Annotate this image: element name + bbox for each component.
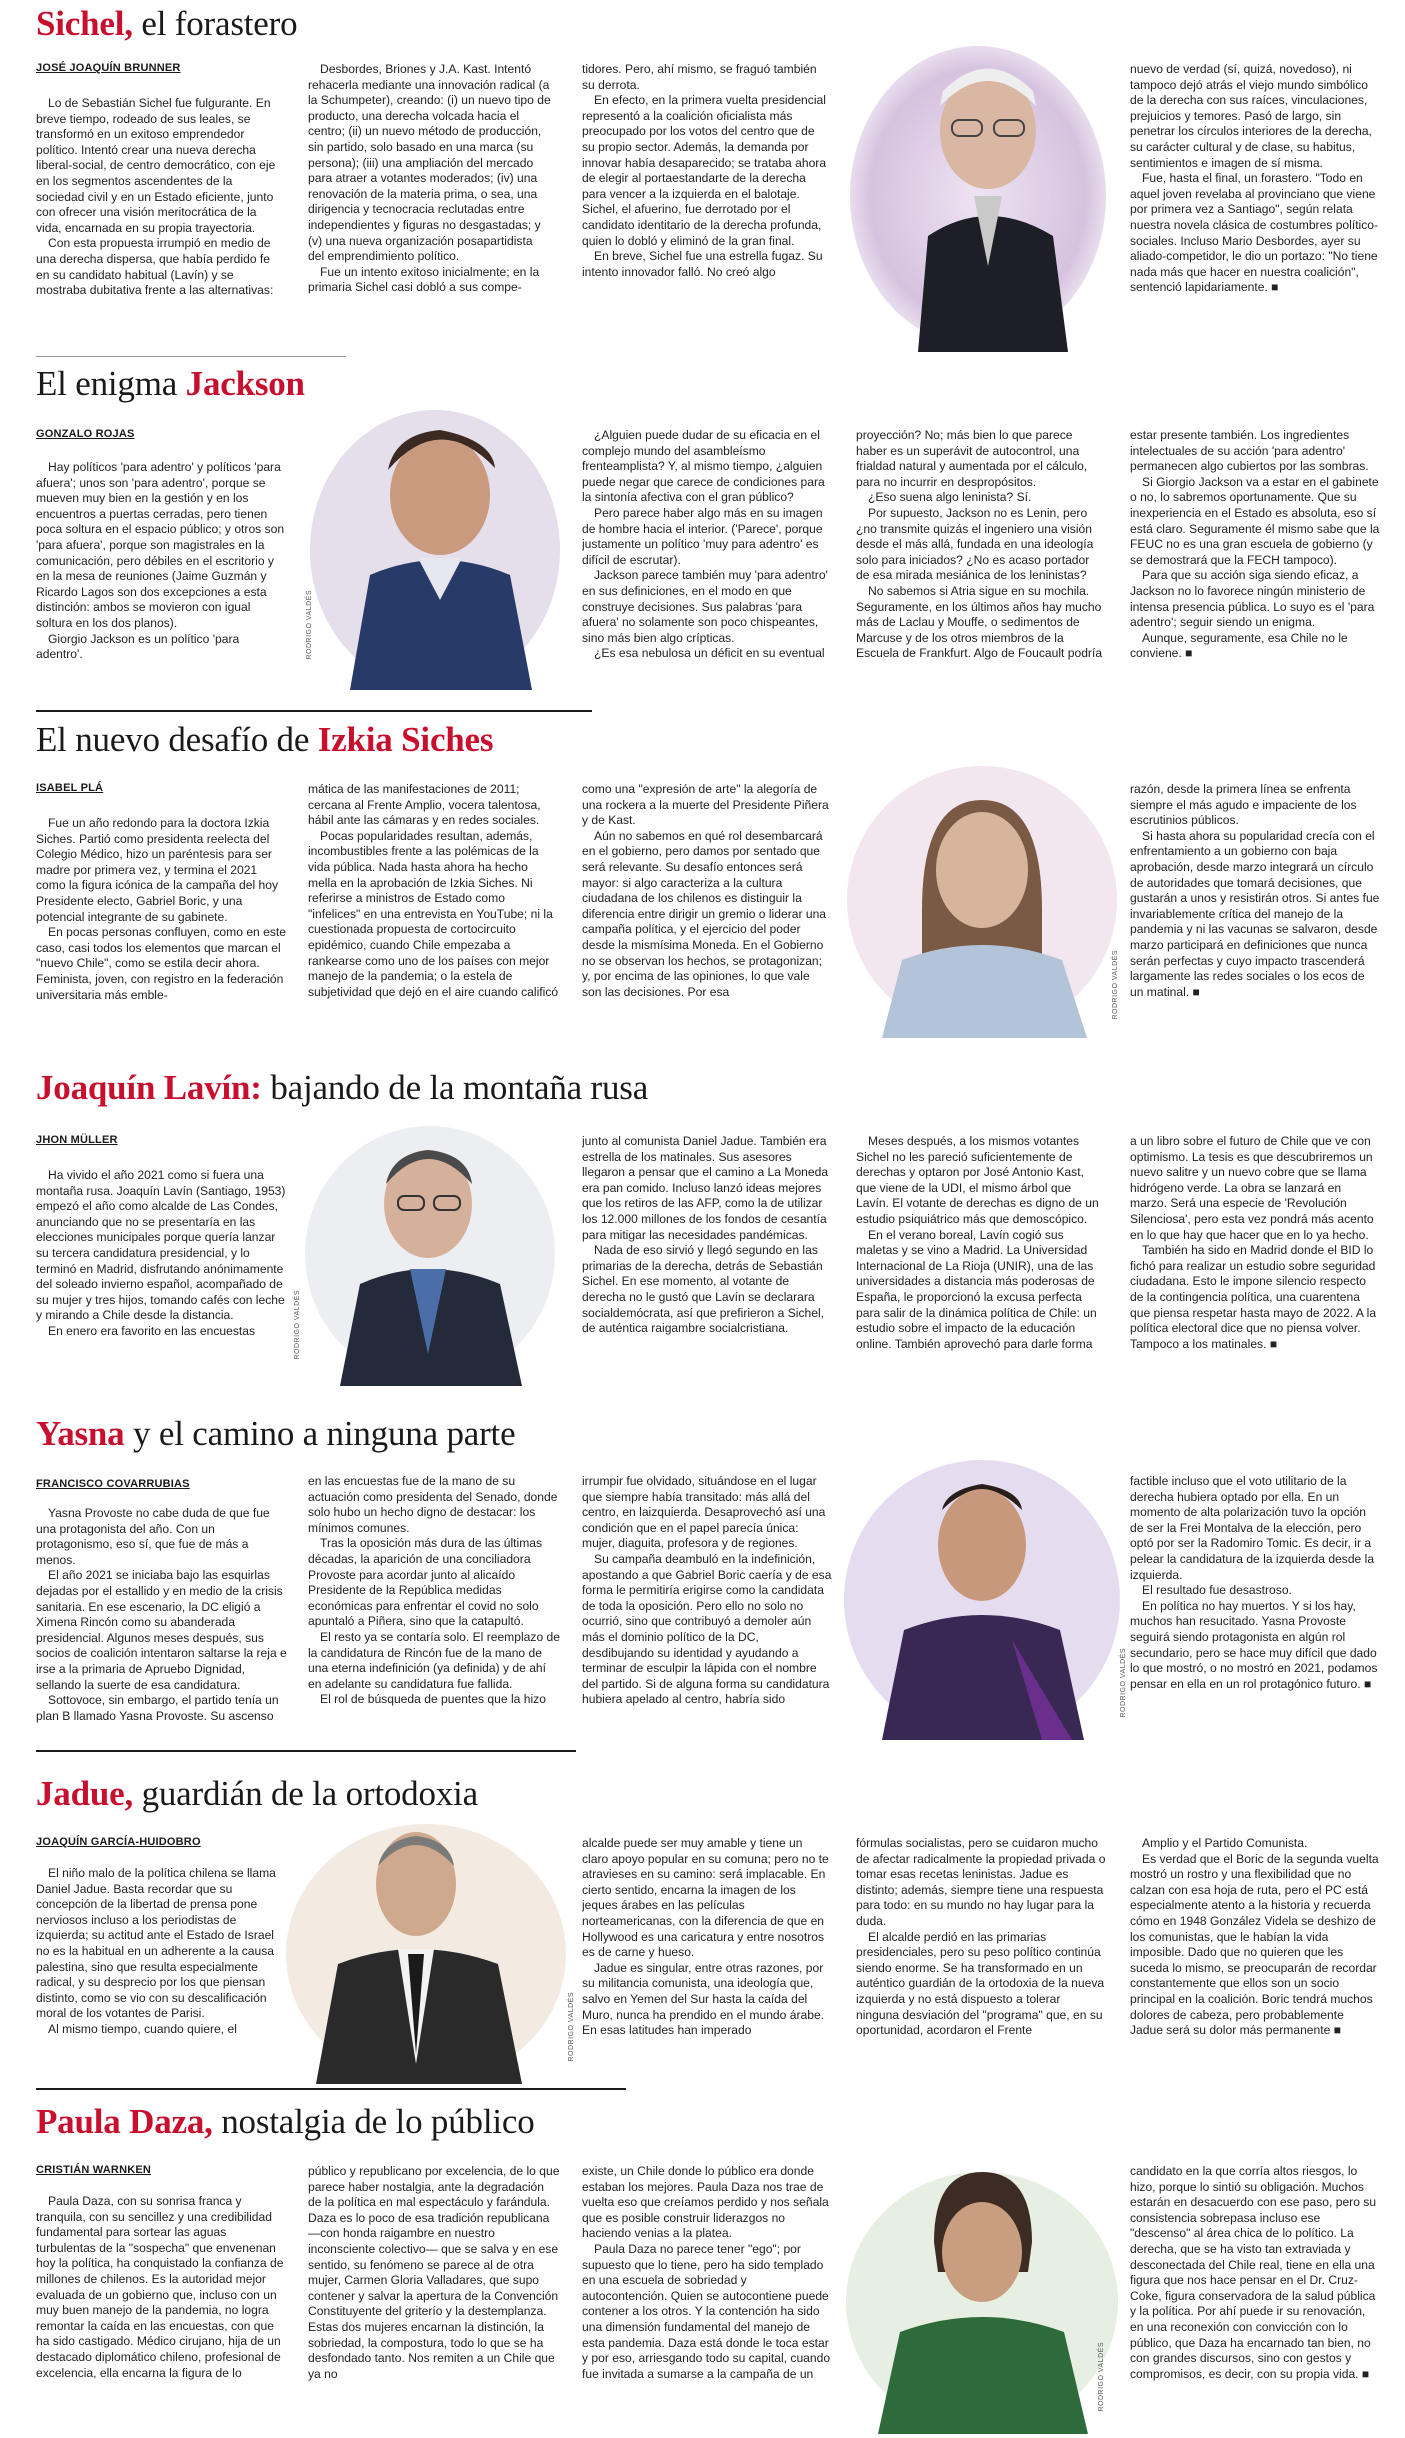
title-text: bajando de la montaña rusa	[270, 1068, 649, 1107]
article-column	[308, 782, 560, 1036]
article-daza	[0, 2102, 1405, 2438]
article-column	[36, 460, 286, 696]
paragraph: Lo de Sebastián Sichel fue fulgurante. En breve tiempo, rodeado de sus leales, se transformó en un exitoso emprendedor político. Intentó crear una nueva derecha liberal-social, de centro democrático, con eje en los segmentos ascendentes de la sociedad civil y en un Estado eficiente, junto con ofrecer una visión meritocrática de la vida, encarnada en su propia trayectoria.	[36, 96, 276, 235]
title-text: el forastero	[141, 4, 298, 43]
paragraph: El resto ya se contaría solo. El reemplazo de la candidatura de Rincón fue de la mano de una eterna indefinición (ya definida) y de ahí en adelante su candidatura fue fallida.	[308, 1629, 560, 1691]
photo-credit: RODRIGO VALDÉS	[306, 590, 313, 660]
title-name: Izkia Siches	[317, 720, 494, 759]
paragraph: El alcalde perdió en las primarias presidenciales, pero su peso político continúa siendo enorme. Se ha transformado en un auténtico guardián de la ortodoxia de la nueva izquierda y no está dispuesto a tolerar ninguna desviación del "programa" que, en su oportunidad, acordaron el Frente	[856, 1929, 1105, 2038]
title-text: El enigma	[36, 364, 178, 403]
paragraph: Si hasta ahora su popularidad crecía con el enfrentamiento a un gobierno con baja aprobación, desde marzo integrará un círculo de autoridades que tomará decisiones, que gustarán a unos y resistirán otros. Si antes fue invariablemente crítica del manejo de la pandemia y ni las vacunas se salvaron, desde marzo participará en definiciones que nunca serán perfectas y cuyo impacto trascenderá largamente las redes sociales o los ecos de un matinal. ■	[1130, 828, 1380, 999]
paragraph: Pero parece haber algo más en su imagen de hombre hacia el interior. ('Parece', porque justamente un político 'muy para adentro' es difícil de escrutar).	[582, 505, 823, 567]
author-byline: JHON MÜLLER	[36, 1134, 118, 1146]
paragraph: Por supuesto, Jackson no es Lenin, pero ¿no transmite quizás el ingeniero una visión desde el más allá, fundada en una ideología solo para iniciados? ¿No es acaso portador de esa mirada mesiánica de los leninistas?	[856, 505, 1094, 583]
article-title	[36, 1068, 648, 1108]
paragraph: Meses después, a los mismos votantes Sichel no les pareció suficientemente de derechas y optaron por José Antonio Kast, que viene de la UDI, el mismo árbol que Lavín. El votante de derechas es digno de un estudio psiquiátrico más que demoscópico.	[856, 1134, 1099, 1226]
article-column	[1130, 1474, 1380, 1738]
paragraph: El año 2021 se iniciaba bajo las esquirlas dejadas por el estallido y en medio de la crisis sanitaria. En ese escenario, la DC eligió a Ximena Rincón como su abanderada presidencial. Algunos meses después, sus socios de coalición intentaron saltarse la reja e irse a la primaria de Apruebo Dignidad, sellando la suerte de esa candidatura.	[36, 1568, 287, 1692]
author-byline: CRISTIÁN WARNKEN	[36, 2164, 152, 2176]
paragraph: El resultado fue desastroso.	[1142, 1583, 1292, 1598]
paragraph: proyección? No; más bien lo que parece haber es un superávit de autocontrol, una frialdad natural y aumentada por el cálculo, para no incurrir en despropósitos.	[856, 428, 1088, 489]
article-column	[308, 62, 552, 358]
title-rule	[36, 1750, 576, 1752]
paragraph: Fue un intento exitoso inicialmente; en la primaria Sichel casi dobló a sus compe-	[308, 264, 540, 295]
paragraph: junto al comunista Daniel Jadue. También era estrella de los matinales. Sus asesores llegaron a pensar que el camino a La Moneda era pan comido. Incluso lanzó ideas mejores que los retiros de las AFP, como la de utilizar los 12.000 millones de los fondos de cesantía para mitigar las necesidades pandémicas.	[582, 1134, 829, 1242]
title-name: Jackson	[185, 364, 305, 403]
paragraph: existe, un Chile donde lo público era donde estaban los mejores. Paula Daza nos trae de vuelta eso que creíamos perdido y nos señala que es posible construir liderazgos no haciendo venias a la platea.	[582, 2164, 829, 2241]
article-column	[1130, 428, 1380, 696]
article-lavin	[0, 1040, 1405, 1390]
paragraph: Aún no sabemos en qué rol desembarcará en el gobierno, pero damos por sentado que será relevante. Su desafío entonces será mayor: si algo caracteriza a la cultura ciudadana de los chilenos es distinguir la diferencia entre dirigir un gremio o liderar una campaña política, y el ejercicio del poder desde la mismísima Moneda. En el Gobierno no se observan los hechos, se protagonizan; y, por encima de las opiniones, lo que vale son las decisiones. Por esa	[582, 828, 827, 999]
paragraph: alcalde puede ser muy amable y tiene un claro apoyo popular en su comuna; pero no te atravieses en su camino: será implacable. En cierto sentido, encarna la imagen de los jeques árabes en las películas norteamericanas, con la diferencia de que en Hollywood es una caricatura y entre nosotros es de carne y hueso.	[582, 1836, 829, 1960]
paragraph: Hay políticos 'para adentro' y políticos 'para afuera'; unos son 'para adentro', porque se mueven muy bien en la gestión y en los encuentros a puertas cerradas, pero tienen poca soltura en el espacio público; y otros son 'para afuera', porque son magistrales en la comunicación, pero débiles en el escritorio y en la mesa de reuniones (Jaime Guzmán y Ricardo Lagos son dos excepciones a esta distinción: ambos se movieron con igual soltura en los dos planos).	[36, 460, 285, 630]
article-jadue	[0, 1762, 1405, 2102]
article-column	[582, 1134, 832, 1386]
paragraph: En breve, Sichel fue una estrella fugaz. Su intento innovador falló. No creó algo	[582, 249, 823, 279]
article-siches	[0, 700, 1405, 1040]
paragraph: Es verdad que el Boric de la segunda vuelta mostró un rostro y una flexibilidad que no calzan con esa hoja de ruta, pero el PC está especialmente atento a la historia y recuerda cómo en 1948 González Videla se deshizo de los comunistas, que le habían la vida imposible. Dado que no quieren que les suceda lo mismo, se preocuparán de recordar constantemente que ellos son un socio principal en la coalición. Boric tendrá muchos dolores de cabeza, pero probablemente Jadue será su dolor más permanente ■	[1130, 1851, 1379, 2038]
article-column	[36, 1866, 286, 2076]
paragraph: Paula Daza no parece tener "ego"; por supuesto que lo tiene, pero ha sido templado en una escuela de sobriedad y autocontención. Quien se autocontiene puede contener a los otros. Y la contención ha sido una dimensión fundamental del manejo de esta pandemia. Daza está donde le toca estar y por eso, arriesgando todo su capital, cuando fue invitada a sumarse a la campaña de un	[582, 2241, 831, 2381]
article-column	[582, 428, 832, 696]
article-column	[36, 2194, 288, 2434]
author-byline: JOSÉ JOAQUÍN BRUNNER	[36, 62, 181, 74]
article-column	[1130, 2164, 1380, 2434]
article-column	[582, 1836, 832, 2076]
title-name: Jadue,	[36, 1774, 134, 1813]
paragraph: En el verano boreal, Lavín cogió sus maletas y se vino a Madrid. La Universidad Internacional de La Rioja (UNIR), una de las universidades a distancia más poderosas de España, le proporcionó la excusa perfecta para salir de la dinámica política de Chile: un estudio sobre el impacto de la educación online. También aprovechó para darle forma	[856, 1227, 1097, 1351]
paragraph: razón, desde la primera línea se enfrenta siempre el más agudo e impaciente de los escrutinios públicos.	[1130, 782, 1357, 828]
photo-credit: RODRIGO VALDÉS	[1120, 1648, 1127, 1718]
paragraph: Sottovoce, sin embargo, el partido tenía un plan B llamado Yasna Provoste. Su ascenso	[36, 1693, 279, 1723]
article-column	[856, 1836, 1106, 2076]
article-column	[36, 96, 282, 358]
article-column	[36, 816, 286, 1036]
title-name: Sichel,	[36, 4, 133, 43]
paragraph: Amplio y el Partido Comunista.	[1142, 1836, 1308, 1850]
paragraph: Nada de eso sirvió y llegó segundo en las primarias de la derecha, detrás de Sebastián Sichel. En ese momento, al votante de derecha no le gustó que Lavín se declarara socialdemócrata, así que prefirieron a Sichel, de auténtica raigambre socialcristiana.	[582, 1243, 824, 1336]
article-column	[1130, 1134, 1380, 1386]
paragraph: como una "expresión de arte" la alegoría de una rockera a la muerte del Presidente Piñera y de Kast.	[582, 782, 829, 828]
article-column	[582, 1474, 832, 1738]
article-sichel	[0, 0, 1405, 360]
article-yasna	[0, 1390, 1405, 1762]
paragraph: Jadue es singular, entre otras razones, por su militancia comunista, una ideología que, salvo en Yemen del Sur hasta la caída del Muro, nunca ha prendido en el mundo árabe. En esas latitudes han imperado	[582, 1960, 825, 2038]
paragraph: También ha sido en Madrid donde el BID lo fichó para realizar un estudio sobre seguridad ciudadana. Esto le impone silencio respecto de la contingencia política, una cuarentena que piensa respetar hasta mayo de 2022. A la política electoral dice que no piensa volver. Tampoco a los matinales. ■	[1130, 1243, 1377, 1351]
article-column	[36, 1506, 288, 1738]
title-rule	[36, 2088, 626, 2090]
author-byline: FRANCISCO COVARRUBIAS	[36, 1478, 190, 1490]
paragraph: mática de las manifestaciones de 2011; cercana al Frente Amplio, vocera talentosa, hábil ante las cámaras y en redes sociales.	[308, 782, 541, 828]
portrait-illustration	[842, 760, 1124, 1038]
title-text: nostalgia de lo público	[221, 2102, 535, 2141]
paragraph: nuevo de verdad (sí, quizá, novedoso), ni tampoco dejó atrás el viejo mundo simbólico de la derecha con sus raíces, vinculaciones, prejuicios y temores. Pasó de largo, sin penetrar los círculos interiores de la derecha, su carácter cultural y de clase, su habitus, sentimientos e imagen de sí misma.	[1130, 62, 1372, 170]
paragraph: Pocas popularidades resultan, además, incombustibles frente a las polémicas de la vida pública. Nada hasta ahora ha hecho mella en la aprobación de Izkia Siches. Ni referirse a ministros de Estado como "infelices" en una entrevista en YouTube; ni la cuestionada propuesta de cortocircuito epidémico, cuando Chile empezaba a rankearse como uno de los países con mejor manejo de la pandemia; o la estela de subjetividad que dejó en el aire cuando calificó	[308, 828, 559, 999]
portrait-illustration	[286, 1804, 576, 2084]
paragraph: El niño malo de la política chilena se llama Daniel Jadue. Basta recordar que su concepción de la libertad de prensa pone nerviosos incluso a los periodistas de izquierda; su actitud ante el Estado de Israel no es la habitual en un adherente a la causa palestina, sino que resulta especialmente radical, y su desprecio por los que piensan distinto, como se vio con su descalificación moral de los votantes de Parisi.	[36, 1866, 276, 2021]
photo-credit: RODRIGO VALDÉS	[1112, 950, 1119, 1020]
paragraph: ¿Alguien puede dudar de su eficacia en el complejo mundo del asambleísmo frenteamplista? Y, al mismo tiempo, ¿alguien puede negar que carece de condiciones para la sintonía afectiva con el gran público?	[582, 428, 825, 505]
article-column	[36, 1168, 286, 1386]
portrait-illustration	[848, 36, 1110, 352]
paragraph: Fue, hasta el final, un forastero. "Todo en aquel joven revelaba al provinciano que viene por primera vez a Santiago", según relata nuestra novela clásica de costumbres político-sociales. Incluso Mario Desbordes, ayer su aliado-competidor, le dio un portazo: "No tiene nada más que hacer en nuestra coalición", sentenció lapidariamente. ■	[1130, 171, 1379, 295]
paragraph: en las encuestas fue de la mano de su actuación como presidenta del Senado, donde solo hubo un hecho digno de destacar: los mínimos comunes.	[308, 1474, 558, 1535]
paragraph: Si Giorgio Jackson va a estar en el gabinete o no, lo sabremos oportunamente. Que su inexperiencia en el Estado es absoluta, eso sí está claro. Seguramente él mismo sabe que la FEUC no es una gran escuela de gobierno (y se demostrará que la FECH tampoco).	[1130, 474, 1380, 567]
author-byline: ISABEL PLÁ	[36, 782, 104, 794]
paragraph: Paula Daza, con su sonrisa franca y tranquila, con su sencillez y una credibilidad fundamental para sortear las aguas turbulentas de la "sospecha" que envenenan hoy la política, ha conquistado la confianza de millones de chilenos. Es la autoridad mejor evaluada de un gobierno que, incluso con un muy buen manejo de la pandemia, no logra remontar la caída en las encuestas, con que ha sido castigado. Médico cirujano, hija de un destacado diplomático chileno, profesional de excelencia, ella encarna la figura de lo	[36, 2194, 284, 2380]
article-title	[36, 364, 305, 404]
paragraph: El rol de búsqueda de puentes que la hizo	[320, 1692, 546, 1707]
paragraph: irrumpir fue olvidado, situándose en el lugar que siempre había transitado: más allá del centro, en laizquierda. Desaprovechó así una condición que en el papel parecía única: mujer, diaguita, profesora y de regiones.	[582, 1474, 826, 1551]
paragraph: Desbordes, Briones y J.A. Kast. Intentó rehacerla mediante una innovación radical (a la Schumpeter), creando: (i) un nuevo tipo de producto, una derecha volcada hacia el centro; (ii) un nuevo método de producción, sin partido, solo basado en una marca (su persona); (iii) una ampliación del mercado para atraer a votantes moderados; (iv) una renovación de la materia prima, o sea, una dirigencia y tecnocracia reclutadas entre independientes y figuras no desgastadas; y (v) una nueva organización posapartidista del emprendimiento político.	[308, 62, 551, 264]
paragraph: ¿Eso suena algo leninista? Sí.	[868, 490, 1032, 505]
paragraph: Para que su acción siga siendo eficaz, a Jackson no lo favorece ningún ministerio de intensa presencia pública. Lo suyo es el 'para adentro'; seguir siendo un enigma.	[1130, 568, 1375, 630]
paragraph: No sabemos si Atria sigue en su mochila. Seguramente, en los últimos años hay mucho más de Laclau y Mouffe, o sedimentos de Marcuse y de los otros miembros de la Escuela de Frankfurt. Algo de Foucault podría	[856, 583, 1103, 661]
article-title	[36, 720, 493, 760]
article-title	[36, 4, 297, 44]
article-column	[1130, 782, 1380, 1036]
article-column	[582, 2164, 832, 2434]
article-title	[36, 1414, 515, 1454]
paragraph: Aunque, seguramente, esa Chile no le conviene. ■	[1130, 630, 1348, 661]
portrait-illustration	[842, 1450, 1124, 1740]
paragraph: En política no hay muertos. Y si los hay, muchos han resucitado. Yasna Provoste seguirá siendo protagonista en algún rol secundario, pero se hace muy difícil que dado lo que mostró, o no mostró en 2021, podamos pensar en ella en un rol protagónico futuro. ■	[1130, 1598, 1378, 1691]
author-byline: JOAQUÍN GARCÍA-HUIDOBRO	[36, 1836, 201, 1848]
title-text: El nuevo desafío de	[36, 720, 310, 759]
paragraph: factible incluso que el voto utilitario de la derecha hubiera optado por ella. En un momento de alta polarización tuvo la opción de ser la Frei Montalva de la elección, pero optó por ser la Radomiro Tomic. Es decir, ir a pelear la candidatura de la izquierda desde la izquierda.	[1130, 1474, 1375, 1582]
paragraph: Al mismo tiempo, cuando quiere, el	[48, 2021, 237, 2036]
article-column	[308, 2164, 560, 2434]
paragraph: Fue un año redondo para la doctora Izkia Siches. Partió como presidenta reelecta del Colegio Médico, hizo un paréntesis para ser madre por primera vez, y termina el 2021 como la figura icónica de la campaña del hoy Presidente electo, Gabriel Boric, y una potencial integrante de su gabinete.	[36, 816, 279, 924]
paragraph: a un libro sobre el futuro de Chile que ve con optimismo. La tesis es que descubriremos un nuevo salitre y un nuevo cobre que se llama hidrógeno verde. La obra se lanzará en marzo. Será una especie de 'Revolución Silenciosa', pero esta vez pondrá más acento en lo que hay que hacer que en lo ya hecho.	[1130, 1134, 1374, 1242]
article-column	[856, 1134, 1106, 1386]
article-column	[582, 782, 832, 1036]
portrait-illustration	[300, 400, 562, 690]
photo-credit: RODRIGO VALDÉS	[568, 1992, 575, 2062]
article-column	[1130, 1836, 1380, 2076]
title-text: y el camino a ninguna parte	[133, 1414, 516, 1453]
paragraph: En pocas personas confluyen, como en este caso, casi todos los elementos que marcan el "nuevo Chile", como se estila decir ahora. Feminista, joven, con registro en la federación universitaria más emble-	[36, 925, 286, 1002]
photo-credit: RODRIGO VALDÉS	[1098, 2342, 1105, 2412]
title-rule	[36, 710, 592, 712]
portrait-illustration	[300, 1124, 558, 1386]
paragraph: ¿Es esa nebulosa un déficit en su eventual	[594, 646, 825, 661]
paragraph: Ha vivido el año 2021 como si fuera una montaña rusa. Joaquín Lavín (Santiago, 1953) empezó el año como alcalde de Las Condes, anunciando que no se presentaría en las elecciones municipales porque quería lanzar su tercera candidatura presidencial, y lo terminó en Madrid, disfrutando anónimamente del soleado invierno español, acompañado de su mujer y tres hijos, tomando cafés con leche y mirando a Chile desde la distancia.	[36, 1168, 286, 1323]
article-column	[1130, 62, 1380, 358]
paragraph: Giorgio Jackson es un político 'para adentro'.	[36, 631, 240, 662]
paragraph: Tras la oposición más dura de las últimas décadas, la aparición de una conciliadora Provoste para acordar junto al alicaído Presidente de la República medidas económicas para enfrentar el covid no solo apuntaló a Piñera, sino que la catapultó.	[308, 1536, 543, 1629]
title-text: guardián de la ortodoxia	[141, 1774, 478, 1813]
paragraph: En efecto, en la primera vuelta presidencial representó a la coalición oficialista más preocupado por los votos del centro que de su propio sector. Además, la demanda por innovar había desaparecido; se trataba ahora de elegir al portaestandarte de la derecha para vencer a la izquierda en el balotaje. Sichel, el afuerino, fue derrotado por el candidato identitario de la derecha profunda, quien lo dobló y eliminó de la gran final.	[582, 93, 827, 248]
article-title	[36, 2102, 535, 2142]
paragraph: candidato en la que corría altos riesgos, lo hizo, porque lo sintió su obligación. Muchos estarán en desacuerdo con ese paso, pero su consistencia sobrepasa incluso ese "descenso" al área chica de lo político. La derecha, que se ha visto tan extraviada y desconectada del Chile real, tiene en ella una figura que nos hace pensar en el Dr. Cruz-Coke, figura conservadora de la salud pública y la política. Por ahí puede ir su renovación, en una reconexión con convicción con lo público, que Daza ha encarnado tan bien, no con grandes discursos, sino con gestos y compromisos, es decir, con su propia vida. ■	[1130, 2164, 1377, 2381]
article-column	[582, 62, 828, 358]
article-column	[856, 428, 1106, 696]
paragraph: estar presente también. Los ingredientes intelectuales de su acción 'para adentro' permanecen algo cubiertos por las sombras.	[1130, 428, 1369, 474]
paragraph: Yasna Provoste no cabe duda de que fue una protagonista del año. Con un protagonismo, eso sí, que fue de más a menos.	[36, 1506, 270, 1567]
paragraph: En enero era favorito en las encuestas	[48, 1323, 256, 1338]
article-column	[308, 1474, 560, 1738]
paragraph: Jackson parece también muy 'para adentro' en sus definiciones, en el modo en que construye decisiones. Sus palabras 'para afuera' no solamente son poco chispeantes, sino más bien algo crípticas.	[582, 568, 828, 645]
author-byline: GONZALO ROJAS	[36, 428, 135, 440]
paragraph: Su campaña deambuló en la indefinición, apostando a que Gabriel Boric caería y de esa forma le permitiría erigirse como la candidata de toda la oposición. Pero ello no solo no ocurrió, sino que contribuyó a demoler aún más el dominio político de la DC, desdibujando su identidad y ayudando a terminar de esculpir la lápida con el nombre del partido. Si de alguna forma su candidatura hubiera apelado al centro, habría sido	[582, 1551, 832, 1707]
article-jackson	[0, 360, 1405, 700]
portrait-illustration	[842, 2142, 1124, 2434]
photo-credit: RODRIGO VALDÉS	[294, 1290, 301, 1360]
title-name: Yasna	[36, 1414, 125, 1453]
paragraph: Con esta propuesta irrumpió en medio de una derecha dispersa, que había perdido fe en su candidato habitual (Lavín) y se mostraba dubitativa frente a las alternativas:	[36, 236, 274, 298]
title-name: Paula Daza,	[36, 2102, 213, 2141]
paragraph: público y republicano por excelencia, de lo que parece haber nostalgia, ante la degradación de la política en mal espectáculo y farándula. Daza es lo poco de esa tradición republicana —con honda raigambre en nuestro inconsciente colectivo— que se salva y en ese sentido, su fenómeno se parece al de otra mujer, Carmen Gloria Valladares, que supo contener y salvar la apertura de la Convención Constituyente del griterío y la destemplanza. Estas dos mujeres encarnan la distinción, la sobriedad, la compostura, todo lo que se ha desfondado tanto. Nos remiten a un Chile que ya no	[308, 2164, 560, 2381]
paragraph: fórmulas socialistas, pero se cuidaron mucho de afectar radicalmente la propiedad privada o tomar esas recetas leninistas. Jadue es distinto; además, siempre tiene una respuesta para todo: en su mundo no hay lugar para la duda.	[856, 1836, 1106, 1928]
title-name: Joaquín Lavín:	[36, 1068, 262, 1107]
paragraph: tidores. Pero, ahí mismo, se fraguó también su derrota.	[582, 62, 817, 92]
